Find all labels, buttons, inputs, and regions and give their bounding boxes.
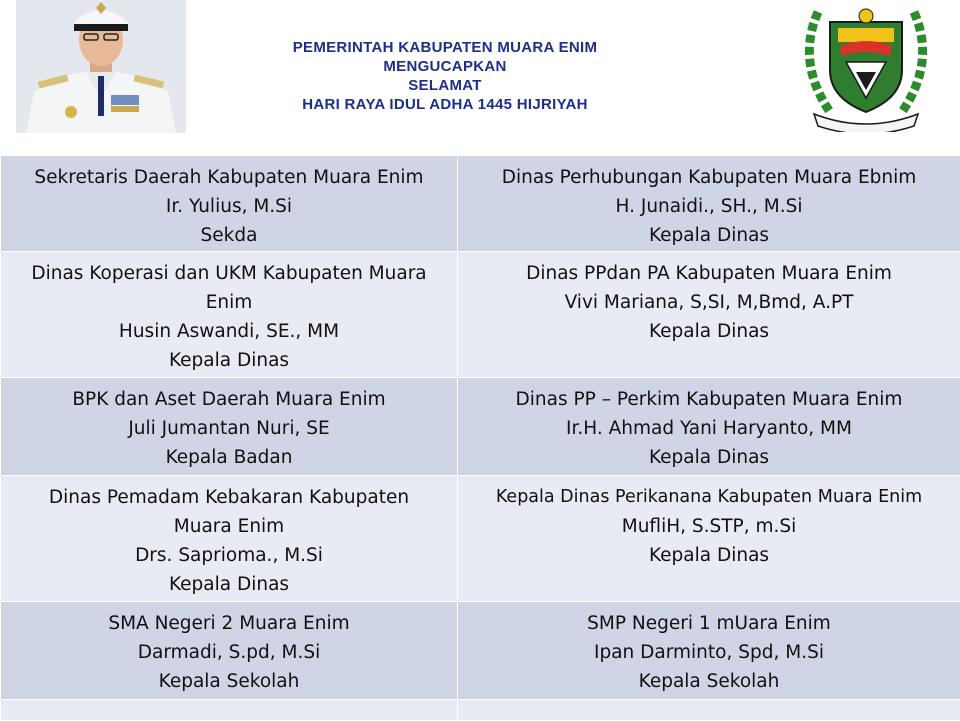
official-name: Husin Aswandi, SE., MM	[2, 317, 456, 346]
official-name: Ir. Yulius, M.Si	[2, 192, 456, 221]
table-row	[1, 476, 960, 602]
greeting-cell	[458, 378, 960, 476]
official-name: Juli Jumantan Nuri, SE	[2, 414, 456, 443]
table-row	[1, 252, 960, 378]
greeting-cell	[458, 156, 960, 252]
table-row	[1, 378, 960, 476]
title-line: SELAMAT	[200, 76, 690, 95]
greetings-table	[0, 155, 960, 721]
header	[0, 0, 960, 155]
greeting-cell	[1, 156, 458, 252]
official-name: H. Junaidi., SH., M.Si	[459, 192, 959, 221]
official-name: MufliH, S.STP, m.Si	[459, 512, 959, 541]
agency-name: Kepala Dinas Perikanana Kabupaten Muara Enim	[459, 483, 959, 512]
agency-name: Dinas Koperasi dan UKM Kabupaten Muara Enim	[2, 259, 456, 317]
agency-name: BPK dan Aset Daerah Muara Enim	[2, 385, 456, 414]
official-name: Drs. Saprioma., M.Si	[2, 541, 456, 570]
official-position: Kepala Dinas	[459, 541, 959, 570]
agency-name: Dinas PPdan PA Kabupaten Muara Enim	[459, 259, 959, 288]
title-line: HARI RAYA IDUL ADHA 1445 HIJRIYAH	[200, 95, 690, 114]
agency-name: Dinas Perhubungan Kabupaten Muara Ebnim	[459, 163, 959, 192]
official-portrait-image	[16, 0, 186, 133]
table-row	[1, 700, 960, 721]
official-position: Kepala Badan	[2, 443, 456, 472]
agency-name: Dinas PP – Perkim Kabupaten Muara Enim	[459, 385, 959, 414]
greeting-cell	[458, 252, 960, 378]
official-name: Ipan Darminto, Spd, M.Si	[459, 638, 959, 667]
greeting-title	[200, 38, 690, 114]
greeting-cell	[1, 602, 458, 700]
official-name: Ir.H. Ahmad Yani Haryanto, MM	[459, 414, 959, 443]
official-position: Kepala Dinas	[459, 317, 959, 346]
greeting-cell	[458, 476, 960, 602]
greeting-cell	[458, 602, 960, 700]
agency-name: Sekretaris Daerah Kabupaten Muara Enim	[2, 163, 456, 192]
official-name: Darmadi, S.pd, M.Si	[2, 638, 456, 667]
empty-cell	[458, 700, 960, 721]
official-name: Vivi Mariana, S,SI, M,Bmd, A.PT	[459, 288, 959, 317]
official-position: Kepala Dinas	[459, 443, 959, 472]
greeting-cell	[1, 378, 458, 476]
greeting-cell	[1, 476, 458, 602]
official-position: Kepala Sekolah	[2, 667, 456, 696]
greeting-cell	[1, 252, 458, 378]
regency-emblem-logo	[790, 2, 942, 132]
table-row	[1, 602, 960, 700]
official-position: Kepala Dinas	[2, 346, 456, 375]
agency-name: Dinas Pemadam Kebakaran Kabupaten Muara Enim	[2, 483, 456, 541]
agency-name: SMP Negeri 1 mUara Enim	[459, 609, 959, 638]
title-line: PEMERINTAH KABUPATEN MUARA ENIM	[200, 38, 690, 57]
official-position: Kepala Dinas	[2, 570, 456, 599]
agency-name: SMA Negeri 2 Muara Enim	[2, 609, 456, 638]
official-position: Kepala Sekolah	[459, 667, 959, 696]
empty-cell	[1, 700, 458, 721]
official-position: Kepala Dinas	[459, 221, 959, 250]
official-position: Sekda	[2, 221, 456, 250]
title-line: MENGUCAPKAN	[200, 57, 690, 76]
table-row	[1, 156, 960, 252]
